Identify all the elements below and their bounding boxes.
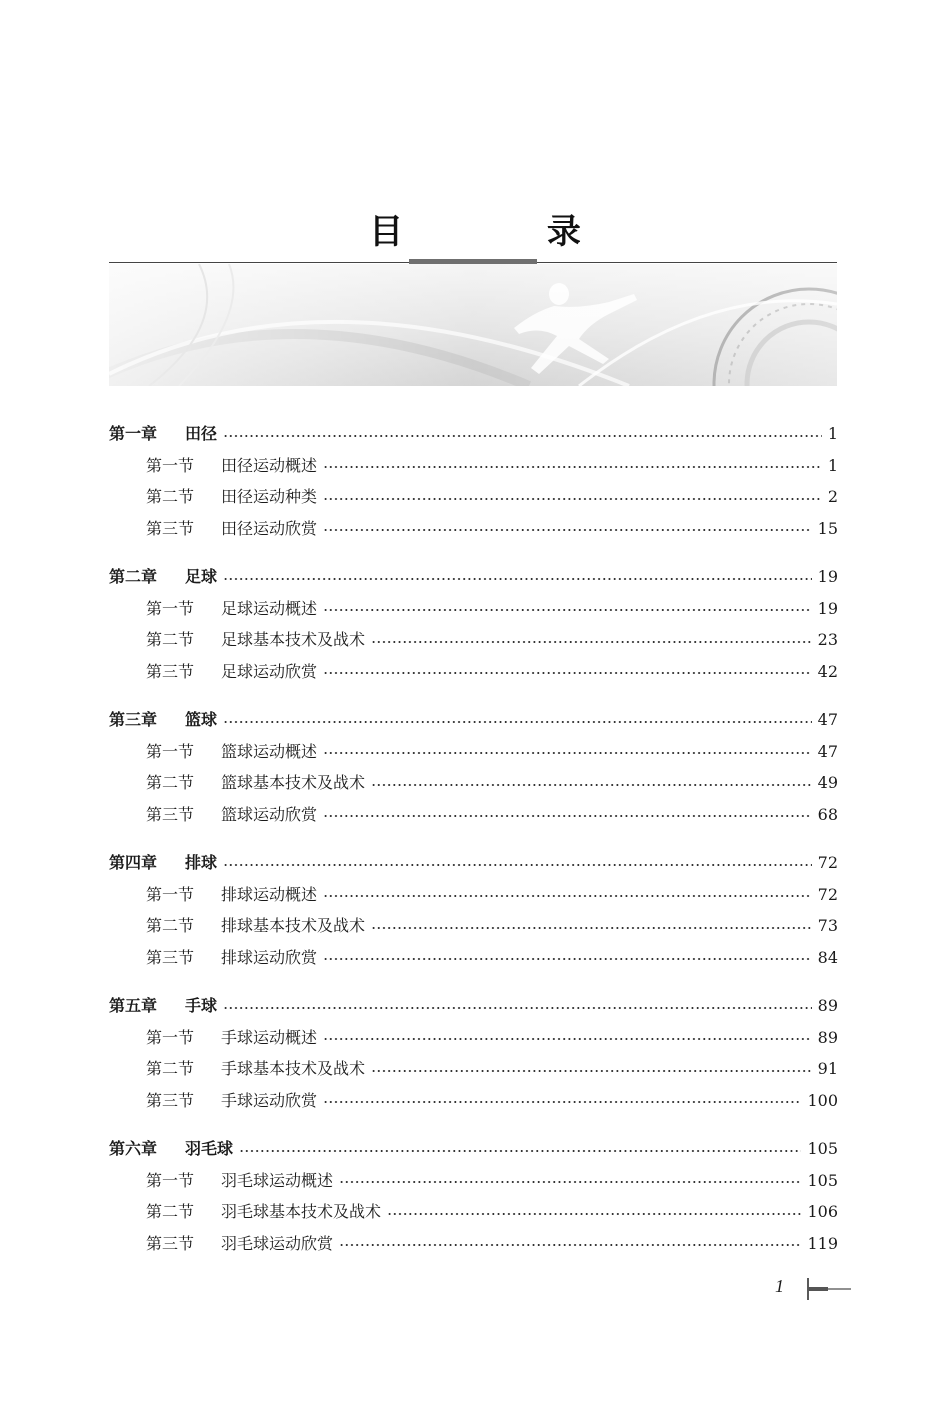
section-entry (109, 450, 838, 482)
section-entry-page: 89 (817, 1027, 838, 1047)
section-entry-title: 羽毛球基本技术及战术 (221, 1202, 382, 1221)
section-entry-number: 第二节 (146, 1059, 195, 1078)
section-entry-page: 68 (817, 804, 838, 824)
dot-leader (323, 609, 812, 611)
chapter-entry-page: 19 (817, 567, 838, 586)
chapter-entry (109, 418, 838, 450)
section-entry-title: 手球基本技术及战术 (221, 1059, 366, 1078)
section-entry (109, 1085, 838, 1117)
dot-leader (323, 752, 812, 754)
runner-illustration (109, 264, 837, 386)
section-entry-number: 第二节 (146, 1202, 195, 1221)
section-entry-page: 73 (817, 916, 838, 935)
chapter-entry-page: 72 (817, 853, 838, 872)
section-entry (109, 1165, 838, 1197)
dot-leader (223, 721, 812, 723)
section-entry-page: 47 (817, 741, 838, 761)
chapter-entry-page: 89 (817, 996, 838, 1015)
page-corner-mark (805, 1278, 851, 1300)
section-entry-number: 第一节 (146, 1027, 195, 1047)
chapter-entry-number: 第六章 (109, 1139, 158, 1158)
section-entry (109, 1228, 838, 1260)
section-entry-title: 篮球运动概述 (221, 741, 318, 761)
section-entry-page: 15 (817, 518, 838, 538)
section-entry-page: 119 (807, 1233, 838, 1253)
dot-leader (223, 578, 812, 580)
section-entry-number: 第三节 (146, 518, 195, 538)
section-entry-title: 排球运动概述 (221, 884, 318, 904)
dot-leader (323, 529, 812, 531)
section-entry-number: 第三节 (146, 947, 195, 967)
chapter-block (109, 418, 838, 544)
section-entry-number: 第一节 (146, 884, 195, 904)
section-entry-title: 排球基本技术及战术 (221, 916, 366, 935)
chapter-block (109, 561, 838, 687)
decorative-sports-banner (109, 264, 837, 386)
dot-leader (323, 1038, 812, 1040)
page-number: 1 (775, 1276, 784, 1296)
section-entry (109, 942, 838, 974)
chapter-entry-number: 第四章 (109, 853, 158, 872)
section-entry-title: 田径运动概述 (221, 455, 318, 475)
dot-leader (371, 1070, 812, 1072)
section-entry-page: 23 (817, 630, 838, 649)
section-entry-title: 足球运动概述 (221, 598, 318, 618)
section-entry (109, 593, 838, 625)
section-entry (109, 767, 838, 799)
chapter-entry (109, 990, 838, 1022)
chapter-entry (109, 847, 838, 879)
section-entry-page: 1 (827, 455, 838, 475)
chapter-entry (109, 704, 838, 736)
dot-leader (371, 927, 812, 929)
chapter-entry (109, 561, 838, 593)
chapter-block (109, 990, 838, 1116)
section-entry (109, 513, 838, 545)
section-entry-page: 100 (807, 1090, 838, 1110)
dot-leader (223, 1007, 812, 1009)
dot-leader (323, 466, 822, 468)
dot-leader (323, 815, 812, 817)
dot-leader (339, 1244, 801, 1246)
section-entry-number: 第一节 (146, 741, 195, 761)
section-entry-title: 羽毛球运动欣赏 (221, 1233, 334, 1253)
section-entry-number: 第三节 (146, 804, 195, 824)
chapter-block (109, 704, 838, 830)
chapter-entry-title: 排球 (185, 853, 218, 872)
section-entry-title: 篮球基本技术及战术 (221, 773, 366, 792)
dot-leader (323, 958, 812, 960)
table-of-contents (109, 418, 838, 1276)
section-entry-title: 手球运动欣赏 (221, 1090, 318, 1110)
section-entry-number: 第二节 (146, 630, 195, 649)
dot-leader (239, 1150, 801, 1152)
section-entry (109, 736, 838, 768)
section-entry-title: 足球基本技术及战术 (221, 630, 366, 649)
section-entry-page: 91 (817, 1059, 838, 1078)
chapter-entry-title: 篮球 (185, 710, 218, 729)
section-entry (109, 799, 838, 831)
section-entry-number: 第二节 (146, 487, 195, 506)
dot-leader (323, 672, 812, 674)
section-entry-page: 72 (817, 884, 838, 904)
dot-leader (371, 784, 812, 786)
section-entry (109, 910, 838, 942)
section-entry (109, 1022, 838, 1054)
section-entry-title: 羽毛球运动概述 (221, 1170, 334, 1190)
dot-leader (223, 435, 822, 437)
section-entry (109, 481, 838, 513)
section-entry-title: 篮球运动欣赏 (221, 804, 318, 824)
section-entry-number: 第一节 (146, 455, 195, 475)
chapter-entry-page: 1 (827, 424, 838, 443)
dot-leader (371, 641, 812, 643)
section-entry-number: 第一节 (146, 598, 195, 618)
chapter-entry-page: 47 (817, 710, 838, 729)
dot-leader (323, 498, 822, 500)
dot-leader (323, 895, 812, 897)
dot-leader (223, 864, 812, 866)
section-entry-page: 19 (817, 598, 838, 618)
section-entry-number: 第三节 (146, 1233, 195, 1253)
section-entry-title: 排球运动欣赏 (221, 947, 318, 967)
page-title: 目 录 (369, 212, 647, 252)
section-entry-page: 2 (827, 487, 838, 506)
section-entry-page: 84 (817, 947, 838, 967)
section-entry (109, 1053, 838, 1085)
section-entry (109, 624, 838, 656)
section-entry-number: 第二节 (146, 916, 195, 935)
section-entry-page: 42 (817, 661, 838, 681)
section-entry-number: 第二节 (146, 773, 195, 792)
section-entry-number: 第一节 (146, 1170, 195, 1190)
chapter-entry-title: 羽毛球 (185, 1139, 234, 1158)
chapter-entry-title: 手球 (185, 996, 218, 1015)
dot-leader (323, 1101, 801, 1103)
section-entry (109, 879, 838, 911)
chapter-block (109, 1133, 838, 1259)
section-entry (109, 1196, 838, 1228)
chapter-entry-number: 第一章 (109, 424, 158, 443)
dot-leader (387, 1213, 801, 1215)
section-entry-number: 第三节 (146, 1090, 195, 1110)
chapter-entry-number: 第五章 (109, 996, 158, 1015)
section-entry-title: 田径运动种类 (221, 487, 318, 506)
section-entry-page: 49 (817, 773, 838, 792)
section-entry-page: 106 (807, 1202, 838, 1221)
section-entry-number: 第三节 (146, 661, 195, 681)
section-entry (109, 656, 838, 688)
chapter-block (109, 847, 838, 973)
dot-leader (339, 1181, 801, 1183)
section-entry-title: 足球运动欣赏 (221, 661, 318, 681)
chapter-entry-page: 105 (807, 1139, 838, 1158)
chapter-entry-number: 第二章 (109, 567, 158, 586)
chapter-entry (109, 1133, 838, 1165)
section-entry-title: 田径运动欣赏 (221, 518, 318, 538)
chapter-entry-number: 第三章 (109, 710, 158, 729)
section-entry-title: 手球运动概述 (221, 1027, 318, 1047)
section-entry-page: 105 (807, 1170, 838, 1190)
chapter-entry-title: 田径 (185, 424, 218, 443)
chapter-entry-title: 足球 (185, 567, 218, 586)
